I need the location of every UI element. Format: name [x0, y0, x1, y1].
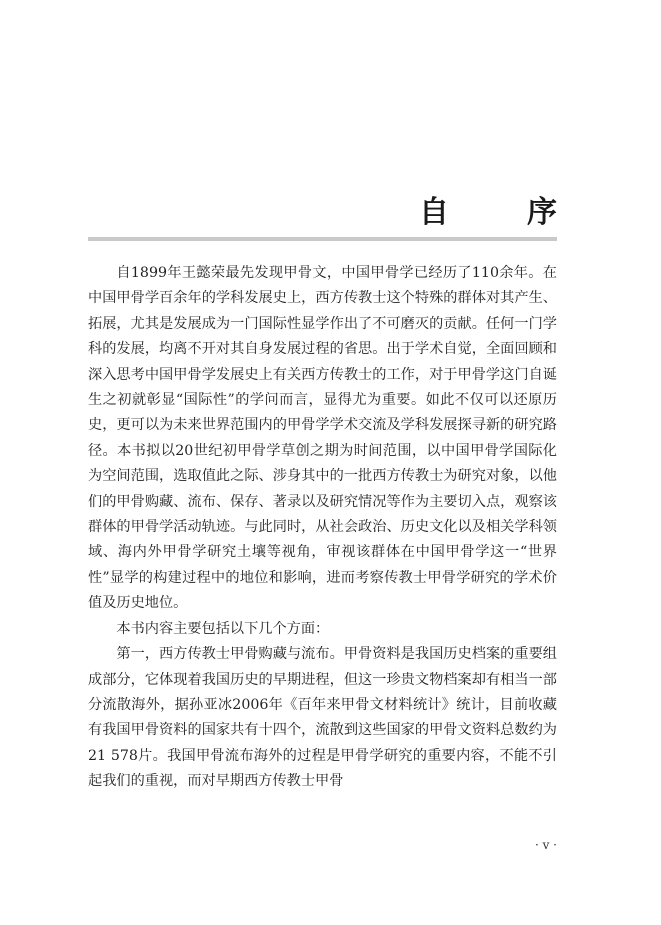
page-number: · v ·: [534, 838, 557, 852]
paragraph-1: 自1899年王懿荣最先发现甲骨文，中国甲骨学已经历了110余年。在中国甲骨学百余年的学科发展史上，西方传教士这个特殊的群体对其产生、拓展，尤其是发展成为一门国际性显学作出了不可磨灭的贡献。任何一门学科的发展，均离不开对其自身发展过程的省思。出于学术自觉，全面回顾和深入思考中国甲骨学发展史上有关西方传教士的工作，对于甲骨学这门自诞生之初就彰显“国际性”的学问而言，显得尤为重要。如此不仅可以还原历史，更可以为未来世界范围内的甲骨学学术交流及学科发展探寻新的研究路径。本书拟以20世纪初甲骨学草创之期为时间范围，以中国甲骨学国际化为空间范围，选取值此之际、涉身其中的一批西方传教士为研究对象，以他们的甲骨购藏、流布、保存、著录以及研究情况等作为主要切入点，观察该群体的甲骨学活动轨迹。与此同时，从社会政治、历史文化以及相关学科领域、海内外甲骨学研究土壤等视角，审视该群体在中国甲骨学这一“世界性”显学的构建过程中的地位和影响，进而考察传教士甲骨学研究的学术价值及历史地位。: [88, 265, 557, 612]
chapter-title: 自 序: [419, 195, 581, 230]
paragraph-2: 本书内容主要包括以下几个方面：: [116, 620, 330, 637]
body-text: [88, 261, 557, 795]
paragraph-3: 第一，西方传教士甲骨购藏与流布。甲骨资料是我国历史档案的重要组成部分，它体现着我国历史的早期进程，但这一珍贵文物档案却有相当一部分流散海外，据孙亚冰2006年《百年来甲骨文材料统计》统计，目前收藏有我国甲骨资料的国家共有十四个，流散到这些国家的甲骨文资料总数约为21 578片。我国甲骨流布海外的过程是甲骨学研究的重要内容，不能不引起我们的重视，而对早期西方传教士甲骨: [88, 646, 557, 790]
title-divider: [88, 237, 557, 241]
